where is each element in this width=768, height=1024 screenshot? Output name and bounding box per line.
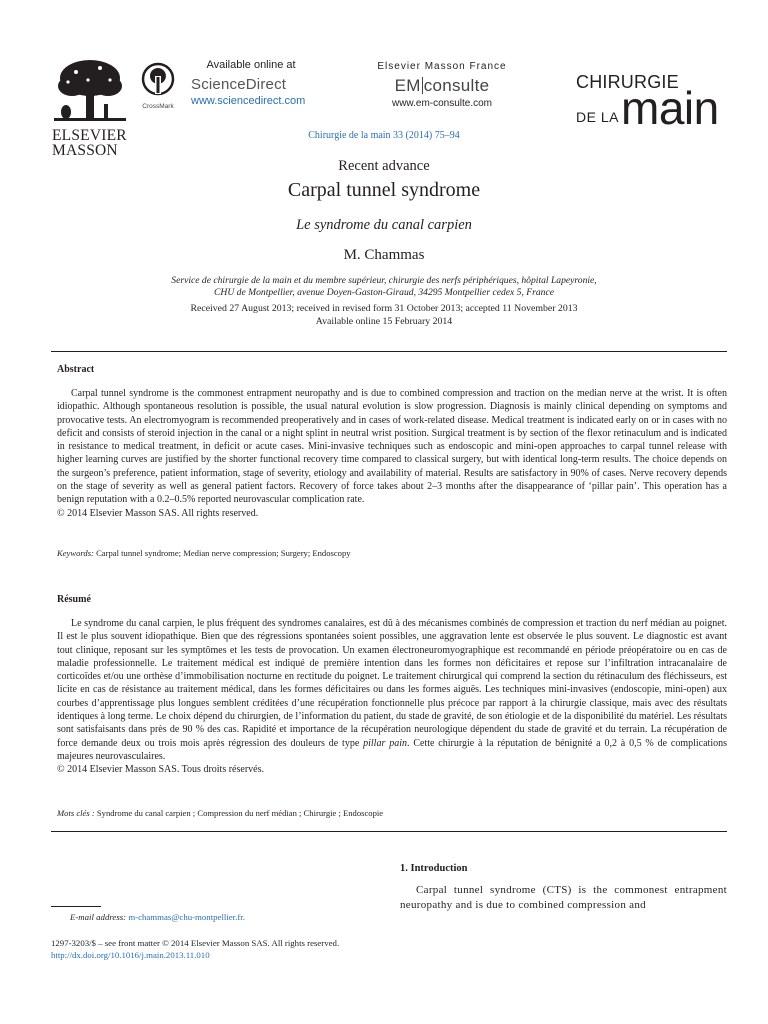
journal-logo-dela: DE LA: [576, 109, 619, 125]
crossmark-label: CrossMark: [142, 103, 174, 110]
em-consulte-url[interactable]: www.em-consulte.com: [391, 98, 493, 109]
author-affiliation: [0, 275, 768, 299]
em-logo-right: consulte: [423, 76, 490, 95]
abstract-heading: Abstract: [57, 364, 95, 375]
em-consulte-block: [372, 61, 512, 109]
resume-heading: Résumé: [57, 594, 91, 605]
article-type: Recent advance: [338, 158, 430, 174]
journal-citation[interactable]: [0, 127, 768, 144]
mots-cles-label: Mots clés :: [57, 808, 95, 818]
abstract-text: Carpal tunnel syndrome is the commonest entrapment neuropathy and is due to combined compression and traction on the median nerve at the wrist. It is often idiopathic. Although spontaneous resolution is possible, the usual natural evolution is slow progression. Diagnosis is mainly clinical depending on symptoms and provocative tests. An electromyogram is recommended preoperatively and in cases of work-related disease. Medical treatment is indicated early on or in cases with no deficit and consists of steroid injection in the canal or a night splint in neutral wrist position. Surgical treatment is by section of the flexor retinaculum and is indicated in resistance to medical treatment, in deficit or acute cases. Mini-invasive techniques such as endoscopic and mini-open approaches to carpal tunnel release with higher learning curves are justified by the shorter functional recovery time compared to classical surgery, but with identical long-term results. The choice depends on the surgeon’s preference, patient information, stage of severity, etiology and availability of material. Results are satisfactory in 90% of cases. Nerve recovery depends on the stage of severity as well as general patient factors. Recovery of force takes about 2–3 months after the disappearance of ‘pillar pain’. This operation has a benign reputation with a 0.2–0.5% reported neurovascular complication rate.: [57, 388, 727, 506]
resume-text: Le syndrome du canal carpien, le plus fréquent des syndromes canalaires, est dû à des mécanismes combinés de compression et traction du nerf médian au poignet. Il est le plus souvent idiopathique. Bien que des régressions spontanées soient possibles, une aggravation lente est observée le plus souvent. Le diagnostic est avant tout clinique, reposant sur les symptômes et les tests de provocation. Un examen électroneuromyographique est recommandé en période préopératoire ou en cas de maladie professionnelle. Le traitement médical est indiqué de première intention dans les formes non déficitaires et repose sur l’infiltration intracanalaire de corticoïdes et/ou une orthèse d’immobilisation nocturne en rectitude du poignet. Le traitement chirurgical qui comprend la section du rétinaculum des fléchisseurs, est licite en cas de résistance au traitement médical, dans les formes déficitaires ou dans les formes aiguës. Les techniques mini-invasives (endoscopie, mini-open) aux courbes d’apprentissage plus longues semblent créditées d’une récupération fonctionnelle plus précoce par rapport à la chirurgie classique, mais avec des résultats identiques à long terme. Le choix dépend du chirurgien, de l’information du patient, du stade de gravité, de son étiologie et de la disponibilité du matériel. Les résultats sont satisfaisants dans près de 90 % des cas. Rapidité et importance de la récupération neurologique dépendent du stade de gravité et du terrain. La récupération de force demande deux ou trois mois après régression des douleurs de type pillar pain. Cette chirurgie à la réputation de bénignité a 0,2 à 0,5 % de complications majeures neurovasculaires.: [57, 618, 727, 762]
resume-copyright: © 2014 Elsevier Masson SAS. Tous droits réservés.: [57, 764, 264, 776]
crossmark-icon: [141, 62, 175, 98]
email-link[interactable]: m-chammas@chu-montpellier.fr.: [128, 912, 245, 922]
article-title: Carpal tunnel syndrome: [287, 179, 481, 201]
email-label: E-mail address:: [70, 912, 127, 922]
journal-logo-main: main: [621, 82, 719, 134]
dates-line2: Available online 15 February 2014: [315, 316, 453, 327]
abstract-body: [57, 387, 727, 520]
mots-cles-list: Syndrome du canal carpien ; Compression du nerf médian ; Chirurgie ; Endoscopie: [96, 808, 384, 818]
abstract-keywords: [57, 548, 727, 558]
journal-logo-top: CHIRURGIE: [576, 72, 679, 92]
resume-italic-term: pillar pain: [363, 737, 407, 749]
resume-body: [57, 617, 727, 777]
elsevier-masson-logo: [52, 56, 128, 158]
em-consulte-logo: [372, 76, 512, 96]
dates-line1: Received 27 August 2013; received in revised form 31 October 2013; accepted 11 November 2013: [190, 303, 578, 314]
publisher-name-line2: MASSON: [52, 142, 118, 159]
em-publisher-name: Elsevier Masson France: [377, 61, 507, 72]
keywords-label: Keywords:: [57, 548, 94, 558]
keywords-list: Carpal tunnel syndrome; Median nerve compression; Surgery; Endoscopy: [96, 548, 351, 558]
elsevier-tree-icon: [52, 56, 128, 128]
affiliation-line1: Service de chirurgie de la main et du membre supérieur, chirurgie des nerfs périphériques, hôpital Lapeyronie,: [171, 275, 597, 286]
sciencedirect-logo-text: ScienceDirect: [191, 76, 287, 93]
introduction-heading: 1. Introduction: [400, 863, 468, 874]
article-dates: [0, 302, 768, 328]
article-subtitle: Le syndrome du canal carpien: [296, 217, 472, 233]
publisher-name-line1: ELSEVIER: [52, 127, 127, 144]
introduction-text: Carpal tunnel syndrome (CTS) is the commonest entrapment neuropathy and is due to combined compression and: [400, 884, 727, 911]
divider: [51, 351, 727, 352]
abstract-copyright: © 2014 Elsevier Masson SAS. All rights reserved.: [57, 507, 259, 519]
article-author: M. Chammas: [343, 247, 425, 263]
issn-line: 1297-3203/$ – see front matter © 2014 Elsevier Masson SAS. All rights reserved.: [51, 938, 340, 948]
available-online-label: Available online at: [206, 59, 296, 71]
crossmark-badge[interactable]: [140, 62, 176, 110]
sciencedirect-block: [191, 59, 321, 107]
affiliation-line2: CHU de Montpellier, avenue Doyen-Gaston-Giraud, 34295 Montpellier cedex 5, France: [214, 287, 554, 298]
issn-footer: [51, 937, 339, 961]
em-logo-left: EM: [394, 76, 421, 95]
journal-citation-link[interactable]: Chirurgie de la main 33 (2014) 75–94: [308, 130, 460, 141]
resume-keywords: [57, 808, 727, 818]
journal-logo: [576, 72, 728, 133]
corresponding-email: [70, 912, 245, 922]
divider: [51, 831, 727, 832]
doi-link[interactable]: http://dx.doi.org/10.1016/j.main.2013.11.010: [51, 950, 210, 960]
sciencedirect-link[interactable]: www.sciencedirect.com: [191, 95, 306, 107]
footnote-divider: [51, 906, 101, 907]
